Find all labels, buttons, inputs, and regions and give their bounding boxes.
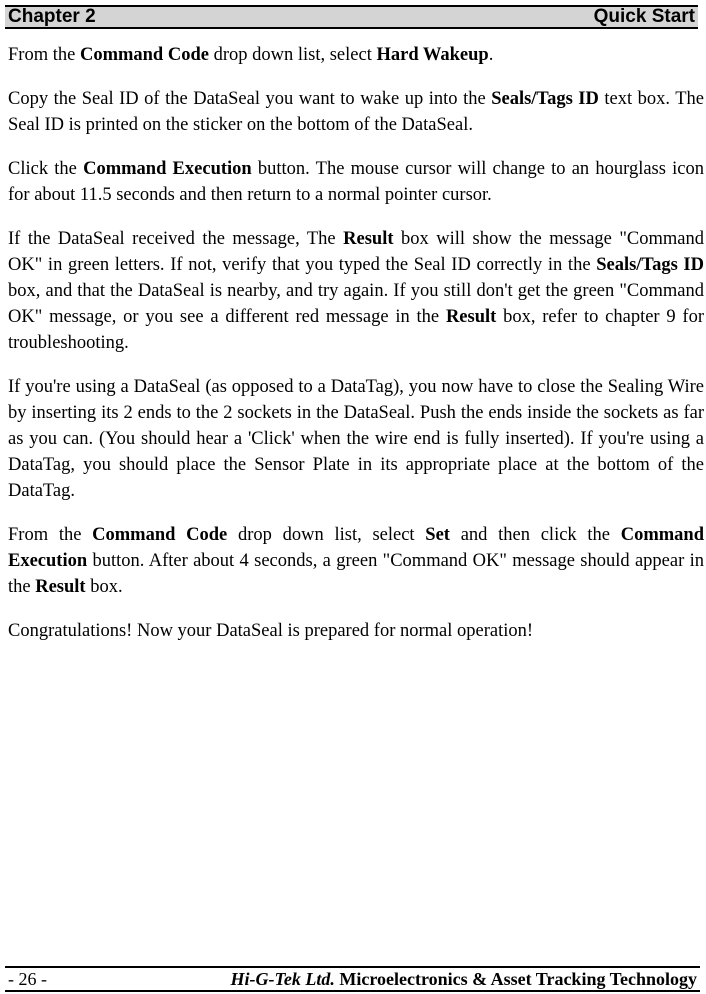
- section-label: Quick Start: [593, 6, 695, 27]
- footer-company: [231, 968, 697, 990]
- bold-term: Command Execution: [83, 159, 252, 179]
- text: text box. The Seal ID is printed on the sticker on the bottom of the DataSeal.: [8, 89, 704, 135]
- company-tagline: Microelectronics & Asset Tracking Technology: [334, 969, 697, 989]
- page-footer: [5, 966, 700, 992]
- bold-term: Command Code: [92, 525, 228, 545]
- paragraph-5: [8, 374, 704, 504]
- text: .: [488, 45, 494, 65]
- bold-term: Result: [35, 577, 86, 597]
- page-number: - 26 -: [8, 969, 47, 989]
- text: button. The mouse cursor will change to an hourglass icon for about 11.5 seconds and then return to a normal pointer cursor.: [8, 159, 705, 205]
- bold-term: Result: [343, 229, 394, 249]
- text: box, and that the DataSeal is nearby, and try again. If you still don't get the green "Command OK" message, or you see a different red message in the: [8, 281, 704, 327]
- text: drop down list, select: [227, 525, 426, 545]
- bold-term: Set: [425, 525, 450, 545]
- text: box.: [85, 577, 123, 597]
- paragraph-6: [8, 522, 704, 600]
- text: Congratulations! Now your DataSeal is prepared for normal operation!: [8, 621, 534, 641]
- paragraph-3: [8, 156, 704, 208]
- bold-term: Seals/Tags ID: [491, 89, 599, 109]
- bold-term: Result: [445, 307, 497, 327]
- paragraph-2: [8, 86, 704, 138]
- text: From the: [8, 45, 80, 65]
- text: If the DataSeal received the message, The: [8, 229, 344, 249]
- text: and then click the: [449, 525, 621, 545]
- paragraph-7: [8, 618, 704, 644]
- chapter-label: Chapter 2: [8, 6, 96, 27]
- text: Copy the Seal ID of the DataSeal you want to wake up into the: [8, 89, 492, 109]
- text: Click the: [8, 159, 84, 179]
- text: button. After about 4 seconds, a green "Command OK" message should appear in the: [8, 551, 704, 597]
- text: box, refer to chapter 9 for troubleshooting.: [8, 307, 704, 353]
- bold-term: Hard Wakeup: [376, 45, 489, 65]
- paragraph-4: [8, 226, 704, 356]
- paragraph-1: [8, 42, 704, 68]
- text: drop down list, select: [208, 45, 377, 65]
- bold-term: Command Execution: [8, 525, 704, 571]
- text: From the: [8, 525, 93, 545]
- page-content: [8, 42, 704, 662]
- company-name: Hi-G-Tek Ltd.: [230, 969, 335, 989]
- bold-term: Command Code: [79, 45, 209, 65]
- text: If you're using a DataSeal (as opposed to a DataTag), you now have to close the Sealing Wire by inserting its 2 ends to the 2 sockets in the DataSeal. Push the ends inside the sockets as far as you can. (You should hear a 'Click' when the wire end is fully inserted). If you're using a DataTag, you should place the Sensor Plate in its appropriate place at the bottom of the DataTag.: [8, 377, 704, 501]
- page-header: [5, 5, 698, 29]
- text: box will show the message "Command OK" in green letters. If not, verify that you typed the Seal ID correctly in the: [8, 229, 705, 275]
- bold-term: Seals/Tags ID: [596, 255, 704, 275]
